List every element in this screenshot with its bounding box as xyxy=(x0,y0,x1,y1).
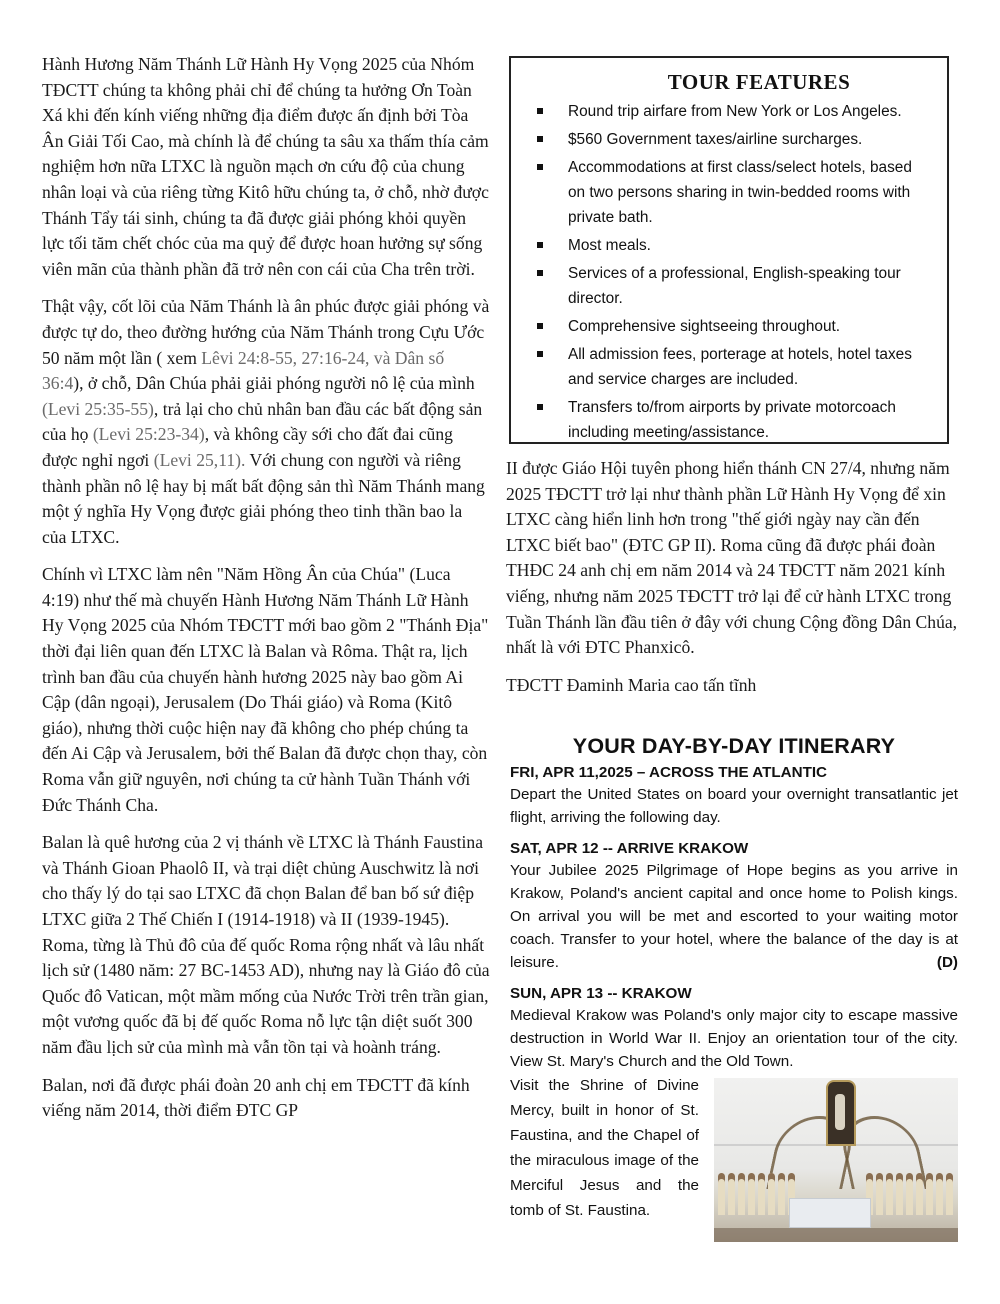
right-column-text xyxy=(506,456,958,710)
paragraph-jubilee-core: Thật vậy, cốt lõi của Năm Thánh là ân phúc được giải phóng và được tự do, theo đường hướng của Năm Thánh trong Cựu Ước 50 năm một lần ( xem Lêvi 24:8-55, 27:16-24, và Dân số 36:4), ở chỗ, Dân Chúa phải giải phóng người nô lệ của mình (Levi 25:35-55), trả lại cho chủ nhân ban đầu các bất động sản của họ (Levi 25:23-34), và không cầy sới cho đất đai cũng được nghỉ ngơi (Levi 25,11). Với chung con người và riêng thành phần nô lệ hay bị mất bất động sản thì Năm Thánh mang một ý nghĩa Hy Vọng được giải phóng theo tinh thần bao la của LTXC. xyxy=(42,296,490,547)
divine-mercy-image xyxy=(826,1080,856,1146)
day-heading: SAT, APR 12 -- ARRIVE KRAKOW xyxy=(510,840,749,857)
feature-item: Most meals. xyxy=(537,233,928,258)
feature-item: Transfers to/from airports by private motorcoach including meeting/assistance. xyxy=(537,395,928,445)
day-description: Medieval Krakow was Poland's only major city to escape massive destruction in World War II. Enjoy an orientation tour of the city. View St. Mary's Church and the Old Town. xyxy=(510,1007,958,1070)
paragraph-continuation: II được Giáo Hội tuyên phong hiển thánh CN 27/4, nhưng năm 2025 TĐCTT trở lại như thành phần Lữ Hành Hy Vọng để xin LTXC càng hiển linh hơn trong "thế giới ngày nay cần đến LTXC biết bao" (ĐTC GP II). Roma cũng đã được phái đoàn THĐC 24 anh chị em năm 2014 và 24 TĐCTT năm 2021 kính viếng, nhưng năm 2025 TĐCTT trở lại để cử hành LTXC trong Tuần Thánh lần đầu tiên ở đây với chung Cộng đồng Dân Chúa, nhất là với ĐTC Phanxicô. xyxy=(506,458,958,658)
tour-features-list xyxy=(511,99,947,445)
day-heading: SUN, APR 13 -- KRAKOW xyxy=(510,985,692,1002)
shrine-description: Visit the Shrine of Divine Mercy, built in honor of St. Faustina, and the Chapel of the miraculous image of the Merciful Jesus and the tomb of St. Faustina. xyxy=(510,1077,699,1219)
left-column xyxy=(42,52,490,1136)
scripture-reference: (Levi 25:23-34) xyxy=(92,424,205,445)
divine-mercy-shrine-photo xyxy=(714,1078,958,1242)
tour-features-box xyxy=(509,56,949,444)
scripture-reference: (Levi 25,11). xyxy=(153,449,246,470)
square-bullet-icon xyxy=(537,108,543,114)
paragraph-intro: Hành Hương Năm Thánh Lữ Hành Hy Vọng 2025 của Nhóm TĐCTT chúng ta không phải chỉ để chúng ta hưởng Ơn Toàn Xá khi đến kính viếng những địa điểm được ấn định bởi Tòa Ân Giải Tối Cao, mà chính là để chúng ta sâu xa thấm thía cảm nghiệm hơn nữa LTXC là nguồn mạch ơn cứu độ của chung nhân loại và của riêng từng Kitô hữu chúng ta, ở chỗ, nhờ được Thánh Tẩy tái sinh, chúng ta đã được giải phóng khỏi quyền lực tối tăm chết chóc của ma quỷ để được hoan hưởng sự sống viên mãn của thành phần đã trở nên con cái của Cha trên trời. xyxy=(42,54,489,279)
paragraph-poland-rome: Balan là quê hương của 2 vị thánh về LTXC là Thánh Faustina và Thánh Gioan Phaolô II, và trại diệt chủng Auschwitz là nơi cho thấy lý do tại sao LTXC đã chọn Balan để ban bố sứ điệp LTXC giữa 2 Thế Chiến I (1914-1918) và II (1939-1945). Roma, từng là Thủ đô của đế quốc Roma rộng nhất và lâu nhất lịch sử (1480 năm: 27 BC-1453 AD), nhưng nay là Giáo đô của Quốc đô Vatican, một mầm mống của Nước Trời trên trần gian, một vương quốc đã bị đế quốc Roma nỗ lực tận diệt suốt 300 năm đầu lịch sử của mình mà vẫn tồn tại và hoành tráng. xyxy=(42,832,490,1057)
square-bullet-icon xyxy=(537,136,543,142)
altar xyxy=(789,1198,871,1228)
feature-item: Services of a professional, English-speaking tour director. xyxy=(537,261,928,311)
square-bullet-icon xyxy=(537,323,543,329)
feature-item: $560 Government taxes/airline surcharges. xyxy=(537,127,928,152)
feature-item: Accommodations at first class/select hotels, based on two persons sharing in twin-bedded rooms with private bath. xyxy=(537,155,928,230)
meal-code: (D) xyxy=(936,954,958,971)
square-bullet-icon xyxy=(537,351,543,357)
feature-item: All admission fees, porterage at hotels, hotel taxes and service charges are included. xyxy=(537,342,928,392)
shrine-row xyxy=(510,1073,958,1248)
paragraph-poland-visit: Balan, nơi đã được phái đoàn 20 anh chị em TĐCTT đã kính viếng năm 2014, thời điểm ĐTC GP xyxy=(42,1074,470,1121)
tour-features-title: TOUR FEATURES xyxy=(667,70,851,94)
day-heading: FRI, APR 11,2025 – ACROSS THE ATLANTIC xyxy=(510,764,828,781)
itinerary-title: YOUR DAY-BY-DAY ITINERARY xyxy=(572,734,896,758)
feature-item: Round trip airfare from New York or Los Angeles. xyxy=(537,99,928,124)
day-description: Depart the United States on board your overnight transatlantic jet flight, arriving the following day. xyxy=(510,786,958,826)
scripture-reference: Lêvi 24:8-55, 27:16-24, và Dân số 36:4 xyxy=(42,347,445,394)
square-bullet-icon xyxy=(537,242,543,248)
scripture-reference: (Levi 25:35-55) xyxy=(42,398,154,419)
feature-item: Comprehensive sightseeing throughout. xyxy=(537,314,928,339)
square-bullet-icon xyxy=(537,270,543,276)
signature: TĐCTT Đaminh Maria cao tấn tĩnh xyxy=(506,674,757,695)
day-description: Your Jubilee 2025 Pilgrimage of Hope begins as you arrive in Krakow, Poland's ancient capital and once home to Polish kings. On arrival you will be met and escorted to your waiting motor coach. Transfer to your hotel, where the balance of the day is at leisure. (D) xyxy=(510,859,958,974)
paragraph-holy-lands: Chính vì LTXC làm nên "Năm Hồng Ân của Chúa" (Luca 4:19) như thế mà chuyến Hành Hương Năm Thánh Lữ Hành Hy Vọng 2025 của Nhóm TĐCTT mới bao gồm 2 "Thánh Địa" thời đại liên quan đến LTXC là Balan và Rôma. Thật ra, lịch trình ban đầu của chuyến hành hương 2025 này bao gồm Ai Cập (dân ngoại), Jerusalem (Do Thái giáo) và Roma (Kitô giáo), nhưng thời cuộc hiện nay đã không cho phép chúng ta đến Ai Cập và Jerusalem, bởi thế Balan đã được chọn thay, còn Roma vẫn giữ nguyên, nơi chúng ta cử hành Tuần Thánh với Đức Thánh Cha. xyxy=(42,564,489,815)
square-bullet-icon xyxy=(537,404,543,410)
itinerary-section xyxy=(510,734,958,1248)
square-bullet-icon xyxy=(537,164,543,170)
